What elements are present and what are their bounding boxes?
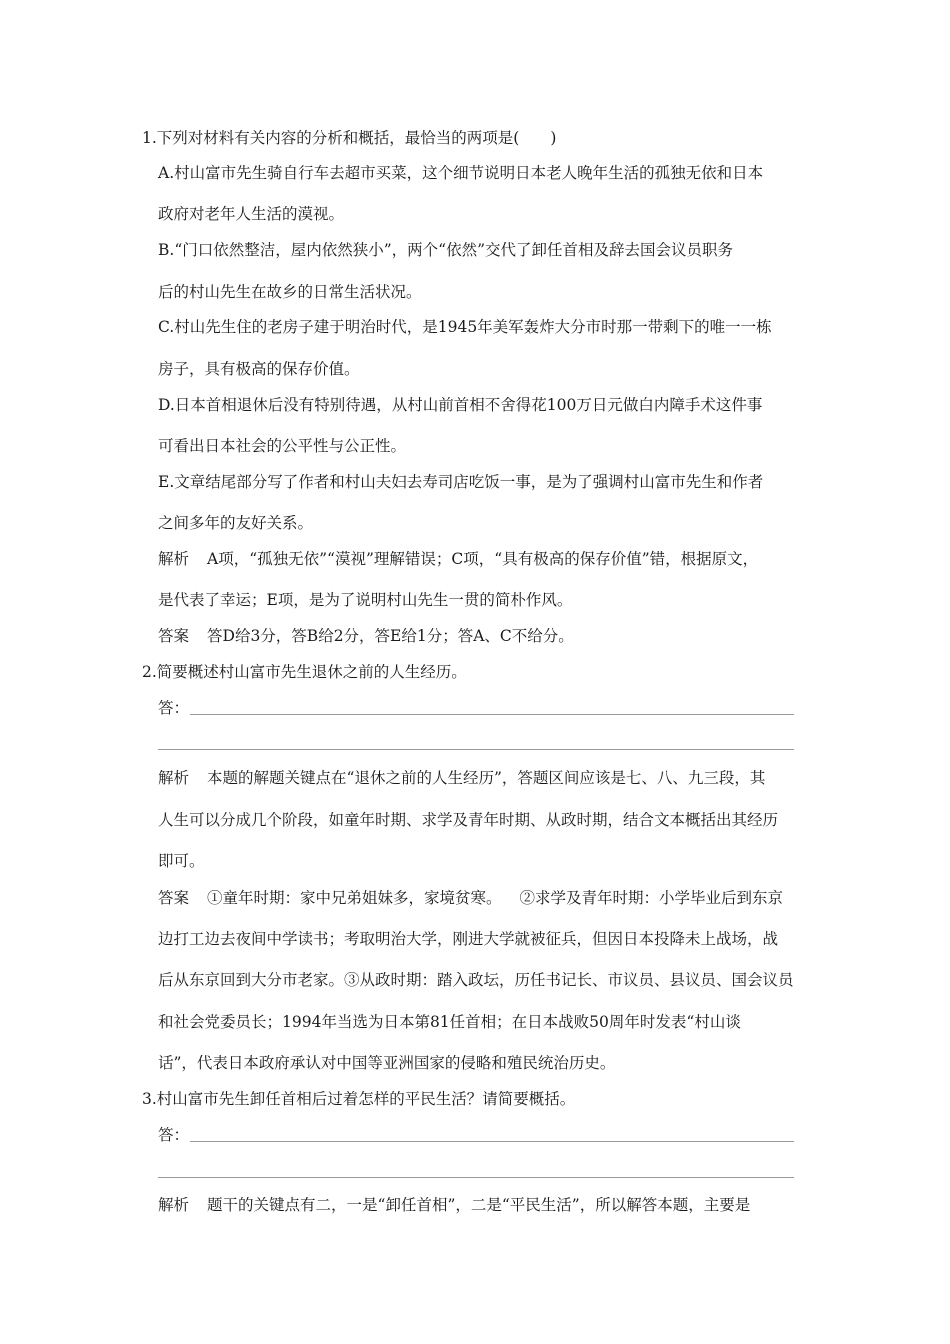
- q2-answer-part2: ②求学及青年时期：小学毕业后到东京: [519, 889, 784, 907]
- q1-option-e-line2: 之间多年的友好关系。: [158, 514, 314, 532]
- q1-option-a-line2: 政府对老年人生活的漠视。: [158, 205, 345, 223]
- q1-stem: 1.下列对材料有关内容的分析和概括，最恰当的两项是( ): [142, 129, 557, 147]
- q1-answer-label: 答案: [158, 627, 190, 645]
- q2-analysis-line2: 人生可以分成几个阶段，如童年时期、求学及青年时期、从政时期，结合文本概括出其经历: [158, 811, 779, 829]
- q3-analysis-label: 解析: [158, 1196, 190, 1214]
- q3-stem: 3.村山富市先生卸任首相后过着怎样的平民生活？请简要概括。: [142, 1090, 576, 1108]
- q1-option-b-line2: 后的村山先生在故乡的日常生活状况。: [158, 283, 422, 301]
- q2-answer-line5: 话”，代表日本政府承认对中国等亚洲国家的侵略和殖民统治历史。: [158, 1054, 616, 1072]
- q1-answer-text: 答D给3分，答B给2分，答E给1分；答A、C不给分。: [207, 627, 574, 645]
- q3-answer-blank-2[interactable]: [158, 1177, 794, 1178]
- q2-answer-label: 答案: [158, 889, 190, 907]
- q2-answer-line4: 和社会党委员长；1994年当选为日本第81任首相；在日本战败50周年时发表“村山谈: [158, 1013, 741, 1031]
- q2-answer-blank-2[interactable]: [158, 749, 794, 750]
- q2-answer-part1: ①童年时期：家中兄弟姐妹多，家境贫寒。: [207, 889, 502, 907]
- q1-analysis-label: 解析: [158, 550, 190, 568]
- q3-analysis-text: 题干的关键点有二，一是“卸任首相”，二是“平民生活”，所以解答本题，主要是: [207, 1196, 751, 1214]
- q1-option-c-line1: C.村山先生住的老房子建于明治时代，是1945年美军轰炸大分市时那一带剩下的唯一一栋: [158, 318, 772, 336]
- q2-answer-line2: 边打工边去夜间中学读书；考取明治大学，刚进大学就被征兵，但因日本投降未上战场，战: [158, 930, 779, 948]
- q3-answer-prompt: 答：: [158, 1126, 190, 1144]
- q1-option-b-line1: B.“门口依然整洁，屋内依然狭小”，两个“依然”交代了卸任首相及辞去国会议员职务: [158, 241, 734, 259]
- q2-answer-blank-1[interactable]: [190, 714, 794, 715]
- q1-option-d-line2: 可看出日本社会的公平性与公正性。: [158, 437, 407, 455]
- q3-analysis-line1: [158, 1195, 750, 1215]
- q2-answer-prompt: 答：: [158, 699, 190, 717]
- q1-option-a-line1: A.村山富市先生骑自行车去超市买菜，这个细节说明日本老人晚年生活的孤独无依和日本: [158, 164, 764, 182]
- q2-analysis-line3: 即可。: [158, 852, 205, 870]
- q1-option-e-line1: E.文章结尾部分写了作者和村山夫妇去寿司店吃饭一事，是为了强调村山富市先生和作者: [158, 473, 764, 491]
- q1-option-d-line1: D.日本首相退休后没有特别待遇，从村山前首相不舍得花100万日元做白内障手术这件事: [158, 396, 763, 414]
- q3-answer-blank-1[interactable]: [190, 1141, 794, 1142]
- q2-answer-line3: 后从东京回到大分市老家。③从政时期：踏入政坛，历任书记长、市议员、县议员、国会议员: [158, 971, 794, 989]
- q2-stem: 2.简要概述村山富市先生退休之前的人生经历。: [142, 663, 467, 681]
- q2-analysis-text: 本题的解题关键点在“退休之前的人生经历”，答题区间应该是七、八、九三段，其: [207, 769, 766, 787]
- q2-analysis-line1: [158, 768, 765, 788]
- q1-answer: [158, 626, 574, 646]
- q1-analysis-line2: 是代表了幸运；E项，是为了说明村山先生一贯的简朴作风。: [158, 591, 573, 609]
- q1-option-c-line2: 房子，具有极高的保存价值。: [158, 360, 360, 378]
- q1-analysis-line1: [158, 549, 758, 569]
- q2-answer-line1: [158, 888, 783, 908]
- q1-analysis-text: A项，“孤独无依”“漠视”理解错误；C项，“具有极高的保存价值”错，根据原文，: [207, 550, 759, 568]
- q2-analysis-label: 解析: [158, 769, 190, 787]
